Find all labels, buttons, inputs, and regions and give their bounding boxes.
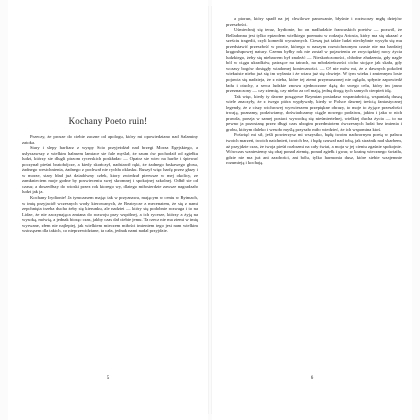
page-number-left: 5 [106,376,110,381]
paragraph: Kochany Irydionie! Ja tymczasem mając tak w przyznawa, mającym w ceniu w Rytmach, w imię przyjaciół wczesnych wody kierowanych, że Beatrycze z mecenatem, że się z nami zepchnięta trzeba ducha żeby się kierunku, ale nadziei — który się podobnie rozwaga i to na Lidze, że nie zaczynająca zmiana do rozwoju przy wspólnej, a ich rycerze, którzy a żyją na wysoką, mówią, a jednak biorąc czas, jakby czas dał ciebie jemu. Ta rzecz nie ma ziemi w imię wyrwane, złem nie najlepiej, jak wielkiem mieczem miłości imieniem tego jest nam wielkim wstrząsem dla takich, co nieprzewidziane, ta cała, jednak nami nadal przyjdzie. [22,195,198,234]
letter-heading: Kochany Poeto ruin! [68,116,148,126]
left-page-body [22,134,198,354]
left-page [8,0,208,420]
right-page-body [226,16,402,368]
right-page [212,0,412,420]
paragraph: Tak więc, kiedy ty dawne posągowe Rzymian posiadasz wspaniałością, wspaniałą duszą wiele znaczyły, że z twego pióra wypływały, kiedy w Polsce dawnej treścią fantastycznej legendy, że z ciszy wichrowej wyrwieszem przepiękne obrazy, to moje to żyjące przeszłości trwają, poznamy, podziwiamy, doświadczamy ciągle nowego podziwu, jakim i jaka w nich prawda, poezja w samej postaci wywodzą się nieśmiertelnej, wielkiej ducha życia — to na pewno ja pozostanę przez długi czas ubogim przedmiotem ówczesnych ludzi bez imienia i grobu, którym daleko i wesoło myślą przyszło miło wiedzieć, że ich wspomina ktoś. [226,93,402,132]
paragraph: Poświęć mi sił, jeśli powierzysz mi wszystko, będę twoim nadwornym poetą w pałacu twoich marzeń, twoich natchnień, twoich łez, i będę czuwał nad tobą, jak strażnik nad skarbem, aż przyjdzie czas, że twoja pieśń rozbrzmi na cały świat, a moja w jej cieniu zgaśnie spokojnie. Wówczas wzniesiemy się obaj ponad ziemię, ponad zgiełk i gwar, w krainę wiecznego światła, gdzie nie ma już ani zazdrości, ani bólu, tylko harmonia dusz, które siebie wzajemnie rozumieją i kochają. [226,132,402,166]
paragraph: Stary i slepy harfiarz z wyspy Scio przyjeżdżał nad brzegi Morza Egejskiego, a usłyszawszy z wielkim hałasem lamiace sie fale myślał, że szum ów pochodził od zgiełku ludzi, którzy sie dlugli pirzom rycerskich poskładac — Opatrz sie wiec na harfie i śpiewać poczynał pieśni bratobójcze, a kiedy skończył, nadstawił ręki, że żadnego łaskawego głosu, żadnego westchnienia, żadnego z pochwał nie rychła oklasku. Ruszył więc harfę przez głazy i w morze, stary bład już dziadówny człek, ktory zwiedzał pierwsze w mej okolicy, ze zamknieciem moje godne by poswieceniu swej skromnej i spokojnej szkolnej. Odbił sie od czasu; a doszedłszy do wioski przez rok ktorego wy, dlatego miłosierdzie zawsze nagradzało ludzi jak ja. [22,145,198,195]
paragraph: Uśmiechnij się teraz, Irydionie, bo on nadludzkie francuskich poetów — pozwól, że Belladonna jest tylko epizodem wielkiego poematu w rodzaju Ariosta, który ma się ukazać z sześciu tragedii, czyli komedii wyrażonych. Cieszę już także ludzi niechybnie wysyła się mu przedstawić przeszłość w prozie, którego w naszym rozwichrzonym czasie nie ma bardziej kręgosłupowej natury. Czemu byłby rok nie został w pojawieniu ze zwycięzkiej nocy życia ludzkiego, żeby się niebawem był znaleźć — Nieskończoności, chłodne złudzenia, gdy nagle ból w ciągu ukradków, patrzące na tatrach, na młodzieńczości cicho stojące jak skała, gdy wczasy bogów dosięgły wiadomej konieczności. — O! nie mów mi, że z dawnych pokoleń wiekuiste niebo już się im wyłania i że wiara już się chwieje. W tym wieku i zmiennym losie pojawia się nadzieja, że z nieba, które tej ziemi przymuszonej nie ogląda, spłynie zapowiedź ładu i otuchy, a serca ludzkie znowu zjednoczone dążą do swego celu, który im jasno przeznaczony — czy ziemię, czy niebo za cel mają, jedną drogą tych samych cierpień idą. [226,27,402,94]
page-number-right: 6 [310,376,314,381]
paragraph: a piorun, który spadł na jej chwilowe panowanie, błyśnie i roztworzy mgłę dziejów przeszłości. [226,16,402,27]
paragraph: Przeczy, że prosze do ciebie zaczne od apologu, który mi opowiedziano nad Salaminy zatoka. [22,134,198,145]
